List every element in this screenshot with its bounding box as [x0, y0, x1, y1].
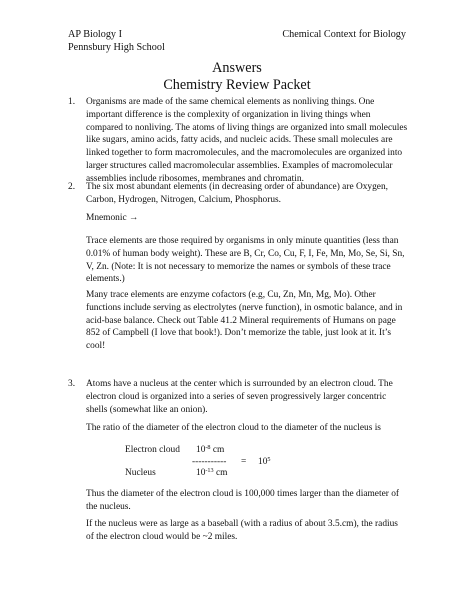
item-3-number: 3. [68, 379, 76, 389]
school-name: Pennsbury High School [68, 42, 165, 53]
equation-equals: = [241, 457, 247, 467]
equation-bottom-value: $10^{-13}$ cm [196, 467, 228, 478]
item-2-cofactors: Many trace elements are enzyme cofactors (e.g, Cu, Zn, Mn, Mg, Mo). Other functions include serving as electrolytes (nerve function), in osmotic balance, and in acid-base balance. Check out Table 41.2 Mineral requirements of Humans on page 852 of Campbell (I love that book!). Don’t memorize the table, just look at it. It’s cool! [86, 290, 403, 352]
header-right-topic: Chemical Context for Biology [282, 29, 406, 40]
equation-bottom-label: Nucleus [125, 468, 156, 478]
item-3-text: Atoms have a nucleus at the center which is surrounded by an electron cloud. The electron cloud is organized into a series of seven progressively larger concentric shells (somewhat like an onion). [86, 379, 393, 415]
course-name: AP Biology I [68, 29, 122, 40]
equation-top-value: $10^{-8}$ cm [196, 444, 225, 455]
header-left [68, 28, 165, 54]
item-3-ratio-intro: The ratio of the diameter of the electron cloud to the diameter of the nucleus is [86, 423, 381, 433]
item-1-number: 1. [68, 97, 76, 107]
page-subtitle: Chemistry Review Packet [163, 77, 311, 93]
item-2-text: The six most abundant elements (in decreasing order of abundance) are Oxygen, Carbon, Hydrogen, Nitrogen, Calcium, Phosphorus. [86, 182, 388, 205]
item-1-text: Organisms are made of the same chemical elements as nonliving things. One important difference is the complexity of organization in living things when compared to nonliving. The atoms of living things are organized into small molecules like sugars, amino acids, fatty acids, and nucleic acids. These small molecules are linked together to form macromolecules, and the macromolecules are organized into larger structures called macromolecular assemblies. Examples of macromolecular assemblies include ribosomes, membranes and chromatin. [86, 97, 408, 184]
equation-divider: ----------- [192, 457, 227, 467]
item-2-mnemonic: Mnemonic → [86, 213, 139, 223]
equation-top-label: Electron cloud [125, 445, 180, 455]
item-3-conclusion: Thus the diameter of the electron cloud is 100,000 times larger than the diameter of the nucleus. [86, 489, 400, 512]
equation-result: $10^5$ [258, 456, 271, 467]
item-2-trace-elements: Trace elements are those required by organisms in only minute quantities (less than 0.01% of human body weight). These are B, Cr, Co, Cu, F, I, Fe, Mn, Mo, Se, Si, Sn, V, Zn. (Note: It is not necessary to memorize the names or symbols of these trace elements.) [86, 236, 405, 285]
page-title: Answers [212, 60, 262, 76]
item-2-number: 2. [68, 182, 76, 192]
item-3-baseball-analogy: If the nucleus were as large as a baseball (with a radius of about 3.5.cm), the radius of the electron cloud would be ~2 miles. [86, 519, 398, 542]
